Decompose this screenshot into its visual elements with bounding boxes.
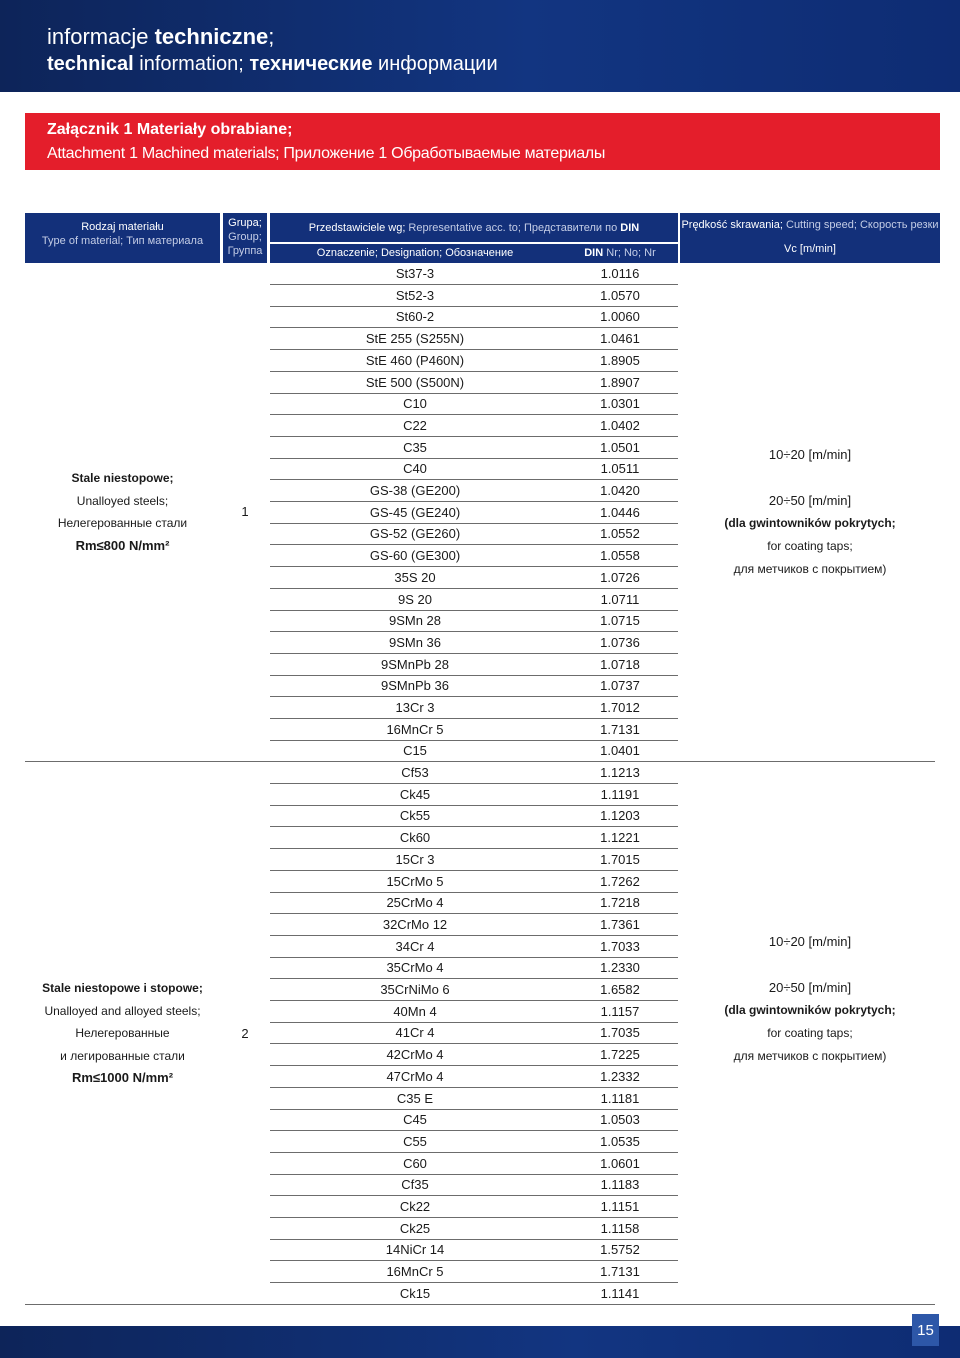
group-2-name-pl: Stale niestopowe i stopowe; <box>42 981 203 995</box>
header-line-2 <box>47 51 498 77</box>
table-row <box>270 762 678 784</box>
material-type-label-pl: Rodzaj materiału <box>81 221 164 233</box>
designation-cell: St60-2 <box>395 309 435 325</box>
header-text-normal-en: information; <box>133 53 250 75</box>
din-number-cell: 1.0060 <box>600 309 640 325</box>
group-2-name-ru: Нелегерованные <box>75 1026 170 1040</box>
table-row <box>270 1239 678 1261</box>
table-row <box>270 372 678 394</box>
din-number-cell: 1.0715 <box>600 613 640 629</box>
table-row <box>270 610 678 632</box>
designation-cell: C40 <box>403 461 427 477</box>
page-header-banner <box>0 0 960 92</box>
table-row <box>270 1001 678 1023</box>
representatives-title <box>270 222 678 235</box>
cutting-speed-title <box>680 219 940 232</box>
designation-cell: C22 <box>403 417 427 433</box>
group-1-number: 1 <box>241 504 249 519</box>
table-row <box>270 914 678 936</box>
table-row <box>270 545 678 567</box>
table-row <box>270 1153 678 1175</box>
din-number-cell: 1.7033 <box>600 938 640 954</box>
group-2-strength: Rm≤1000 N/mm² <box>71 1070 174 1085</box>
table-row <box>270 1066 678 1088</box>
din-number-cell: 1.0737 <box>600 678 640 694</box>
designation-cell: StE 500 (S500N) <box>365 374 465 390</box>
din-number-cell: 1.0501 <box>600 439 640 455</box>
table-bottom-line <box>25 1304 935 1305</box>
din-number-cell: 1.1151 <box>600 1199 640 1214</box>
din-number-cell: 1.0301 <box>600 396 640 412</box>
table-row <box>270 285 678 307</box>
table-row <box>270 1174 678 1196</box>
header-text-end: ; <box>268 24 275 49</box>
din-number-cell: 1.1203 <box>600 808 640 824</box>
group-1-name-en: Unalloyed steels; <box>76 493 169 508</box>
table-row <box>270 1196 678 1218</box>
din-number-cell: 1.0503 <box>600 1112 640 1128</box>
rep-title-din: DIN <box>620 222 640 234</box>
table-row <box>270 350 678 372</box>
header-line-1 <box>47 24 274 50</box>
din-label-rest: Nr; No; Nr <box>603 247 656 259</box>
table-row <box>270 719 678 741</box>
designation-cell: Ck22 <box>399 1199 431 1214</box>
designation-cell: 25CrMo 4 <box>386 895 444 911</box>
group-label-en: Group; <box>228 231 262 243</box>
table-row <box>270 979 678 1001</box>
group-label-pl: Grupa; <box>228 217 262 229</box>
header-text-normal-ru: информации <box>372 53 498 75</box>
designation-cell: Cf53 <box>401 765 429 780</box>
designation-cell: 35CrNiMo 6 <box>380 982 450 997</box>
table-row <box>270 957 678 979</box>
designation-cell: C35 <box>403 439 427 455</box>
table-row <box>270 1088 678 1110</box>
group-1-cutting-speed <box>680 443 940 581</box>
din-number-cell: 1.0718 <box>600 656 640 672</box>
group-1-strength: Rm≤800 N/mm² <box>75 537 170 553</box>
group-1-name-pl: Stale niestopowe; <box>71 471 174 485</box>
table-row <box>270 458 678 480</box>
designation-cell: GS-60 (GE300) <box>369 548 461 564</box>
designation-cell: 40Mn 4 <box>393 1003 437 1019</box>
din-number-cell: 1.1221 <box>600 830 640 846</box>
group-1-name-ru: Нелегерованные стали <box>57 516 188 530</box>
designation-cell: C55 <box>403 1133 427 1149</box>
group-1-speed-coated: 20÷50 [m/min] <box>768 493 852 508</box>
table-row <box>270 892 678 914</box>
din-number-cell: 1.0402 <box>600 417 640 433</box>
table-row <box>270 1261 678 1283</box>
designation-cell: 41Cr 4 <box>395 1025 435 1041</box>
group-1-material-name <box>25 467 220 557</box>
representatives-title-cell <box>270 213 678 242</box>
designation-cell: C35 E <box>396 1090 434 1106</box>
din-number-cell: 1.7361 <box>600 916 640 932</box>
table-row <box>270 632 678 654</box>
header-text-normal: informacje <box>47 24 155 49</box>
din-number-cell: 1.7131 <box>600 1264 640 1280</box>
group-1-speed-note-pl: (dla gwintowników pokrytych; <box>724 516 896 530</box>
designation-cell: 32CrMo 12 <box>382 916 448 932</box>
din-number-cell: 1.1183 <box>600 1177 640 1193</box>
din-number-cell: 1.1181 <box>600 1090 640 1106</box>
table-row <box>270 1131 678 1153</box>
table-row <box>270 849 678 871</box>
group-2-speed-note-pl: (dla gwintowników pokrytych; <box>724 1003 896 1017</box>
group-2-speed-note-ru: для метчиков с покрытием) <box>733 1049 887 1063</box>
page-number: 15 <box>912 1314 939 1346</box>
din-number-cell: 1.7035 <box>600 1025 640 1041</box>
din-number-cell: 1.0552 <box>600 526 640 542</box>
din-number-cell: 1.0420 <box>600 483 640 498</box>
table-row <box>270 480 678 502</box>
din-number-cell: 1.0736 <box>600 634 640 650</box>
group-1-speed-note-ru: для метчиков с покрытием) <box>733 562 887 576</box>
din-number-cell: 1.1213 <box>600 765 640 780</box>
representatives-subheader <box>270 244 678 263</box>
table-row <box>270 437 678 459</box>
din-number-cell: 1.0601 <box>600 1155 640 1171</box>
din-number-cell: 1.7015 <box>600 851 640 867</box>
table-row <box>270 654 678 676</box>
material-type-label-en-ru: Type of material; Тип материала <box>41 235 204 247</box>
din-number-cell: 1.0535 <box>600 1133 640 1149</box>
din-number-cell: 1.7131 <box>600 721 640 737</box>
din-number-cell: 1.2330 <box>600 960 640 976</box>
din-number-cell: 1.7262 <box>600 873 640 889</box>
din-number-cell: 1.0461 <box>600 331 640 347</box>
group-1-speed-note-en: for coating taps; <box>767 539 853 553</box>
designation-cell: 15CrMo 5 <box>386 873 444 889</box>
header-text-bold-en: technical <box>47 53 134 75</box>
column-header-representatives <box>270 213 678 263</box>
din-number-cell: 1.7218 <box>600 895 640 911</box>
designation-cell: 34Cr 4 <box>395 938 435 954</box>
designation-cell: C60 <box>403 1155 427 1171</box>
din-number-cell: 1.1141 <box>600 1285 640 1301</box>
table-row <box>270 1218 678 1240</box>
designation-cell: 9SMn 36 <box>388 634 442 650</box>
column-header-group <box>223 213 267 263</box>
din-label-bold: DIN <box>584 247 604 259</box>
designation-cell: 16MnCr 5 <box>386 1264 444 1280</box>
group-2-speed-uncoated: 10÷20 [m/min] <box>768 934 852 949</box>
designation-cell: 14NiCr 14 <box>385 1242 445 1258</box>
din-number-cell: 1.1191 <box>600 786 640 802</box>
group-label-ru: Группа <box>227 245 263 257</box>
designation-cell: 9S 20 <box>398 591 432 607</box>
din-number-cell: 1.0726 <box>600 569 640 585</box>
designation-cell: 13Cr 3 <box>395 700 435 715</box>
header-text-bold-ru: технические <box>249 53 373 75</box>
din-number-cell: 1.0570 <box>600 287 640 303</box>
designation-cell: Ck15 <box>399 1285 431 1301</box>
din-number-cell: 1.7225 <box>600 1047 640 1063</box>
table-row <box>270 697 678 719</box>
table-row <box>270 805 678 827</box>
group-2-name-ru-2: и легированные стали <box>60 1048 185 1063</box>
rep-title-pl: Przedstawiciele wg; <box>308 222 406 234</box>
table-row <box>270 675 678 697</box>
page-footer-strip <box>0 1326 960 1358</box>
designation-cell: C15 <box>403 743 427 759</box>
designation-cell: StE 255 (S255N) <box>365 331 465 347</box>
table-row <box>270 827 678 849</box>
table-row <box>270 784 678 806</box>
table-row <box>270 740 678 762</box>
group-1-speed-uncoated: 10÷20 [m/min] <box>768 447 852 462</box>
designation-label-text: Oznaczenie; Designation; Обозначение <box>316 247 514 259</box>
din-number-cell: 1.5752 <box>600 1242 640 1258</box>
designation-cell: C45 <box>403 1112 427 1128</box>
designation-column-label <box>270 247 560 259</box>
din-number-cell: 1.8907 <box>600 374 640 390</box>
designation-cell: 9SMn 28 <box>388 613 442 629</box>
table-row <box>270 936 678 958</box>
din-number-cell: 1.0711 <box>600 591 640 607</box>
table-row <box>270 589 678 611</box>
din-number-cell: 1.2332 <box>600 1068 640 1084</box>
group-2-number: 2 <box>241 1026 249 1041</box>
designation-cell: 35S 20 <box>394 569 436 585</box>
designation-cell: 47CrMo 4 <box>386 1068 444 1084</box>
header-text-bold: techniczne <box>154 24 269 49</box>
din-number-cell: 1.6582 <box>600 982 640 997</box>
designation-cell: St52-3 <box>395 287 435 303</box>
din-number-cell: 1.0446 <box>600 504 640 520</box>
table-row <box>270 567 678 589</box>
din-number-cell: 1.1158 <box>600 1220 640 1236</box>
column-header-cutting-speed <box>680 213 940 263</box>
table-row <box>270 1283 678 1305</box>
group-2-cutting-speed <box>680 930 940 1068</box>
din-number-cell: 1.0401 <box>600 743 640 759</box>
rep-title-rest: Representative acc. to; Представители по <box>405 222 621 234</box>
designation-cell: Ck25 <box>399 1220 431 1236</box>
designation-cell: 42CrMo 4 <box>386 1047 444 1063</box>
table-row <box>270 1022 678 1044</box>
group-2-speed-note-en: for coating taps; <box>767 1026 853 1040</box>
table-row <box>270 1109 678 1131</box>
designation-cell: 16MnCr 5 <box>386 721 444 737</box>
din-number-cell: 1.8905 <box>600 352 640 368</box>
group-2-speed-coated: 20÷50 [m/min] <box>768 980 852 995</box>
table-row <box>270 306 678 328</box>
table-row <box>270 523 678 545</box>
designation-cell: GS-45 (GE240) <box>369 504 461 520</box>
table-row <box>270 415 678 437</box>
designation-cell: GS-52 (GE260) <box>369 526 461 542</box>
attachment-subtitle: Attachment 1 Machined materials; Приложение 1 Обработываемые материалы <box>47 145 606 162</box>
table-row <box>270 263 678 285</box>
column-header-material-type <box>25 213 220 263</box>
attachment-title-bar <box>25 113 940 170</box>
table-row <box>270 1044 678 1066</box>
attachment-title: Załącznik 1 Materiały obrabiane; <box>47 121 293 138</box>
designation-cell: 35CrMo 4 <box>386 960 444 976</box>
din-column-label <box>570 247 670 259</box>
designation-cell: 9SMnPb 36 <box>381 678 449 694</box>
designation-cell: 15Cr 3 <box>395 851 435 867</box>
designation-cell: GS-38 (GE200) <box>369 483 461 498</box>
designation-cell: StE 460 (P460N) <box>365 352 465 368</box>
designation-cell: Ck45 <box>399 786 431 802</box>
table-row <box>270 502 678 524</box>
din-number-cell: 1.1157 <box>600 1003 640 1019</box>
speed-title-pl: Prędkość skrawania; <box>681 219 783 231</box>
designation-cell: Ck55 <box>399 808 431 824</box>
designation-cell: C10 <box>403 396 427 412</box>
din-number-cell: 1.0558 <box>600 548 640 564</box>
designation-cell: Cf35 <box>401 1177 429 1193</box>
designation-cell: 9SMnPb 28 <box>381 656 449 672</box>
din-number-cell: 1.7012 <box>600 700 640 715</box>
table-row <box>270 393 678 415</box>
designation-cell: Ck60 <box>399 830 431 846</box>
designation-cell: St37-3 <box>395 266 435 281</box>
din-number-cell: 1.0116 <box>600 266 640 281</box>
cutting-speed-unit: Vc [m/min] <box>784 243 836 255</box>
speed-title-rest: Cutting speed; Скорость резки <box>782 219 939 231</box>
table-row <box>270 328 678 350</box>
table-row <box>270 871 678 893</box>
group-2-material-name <box>25 977 220 1090</box>
din-number-cell: 1.0511 <box>600 461 640 477</box>
group-2-name-en: Unalloyed and alloyed steels; <box>44 1003 201 1018</box>
